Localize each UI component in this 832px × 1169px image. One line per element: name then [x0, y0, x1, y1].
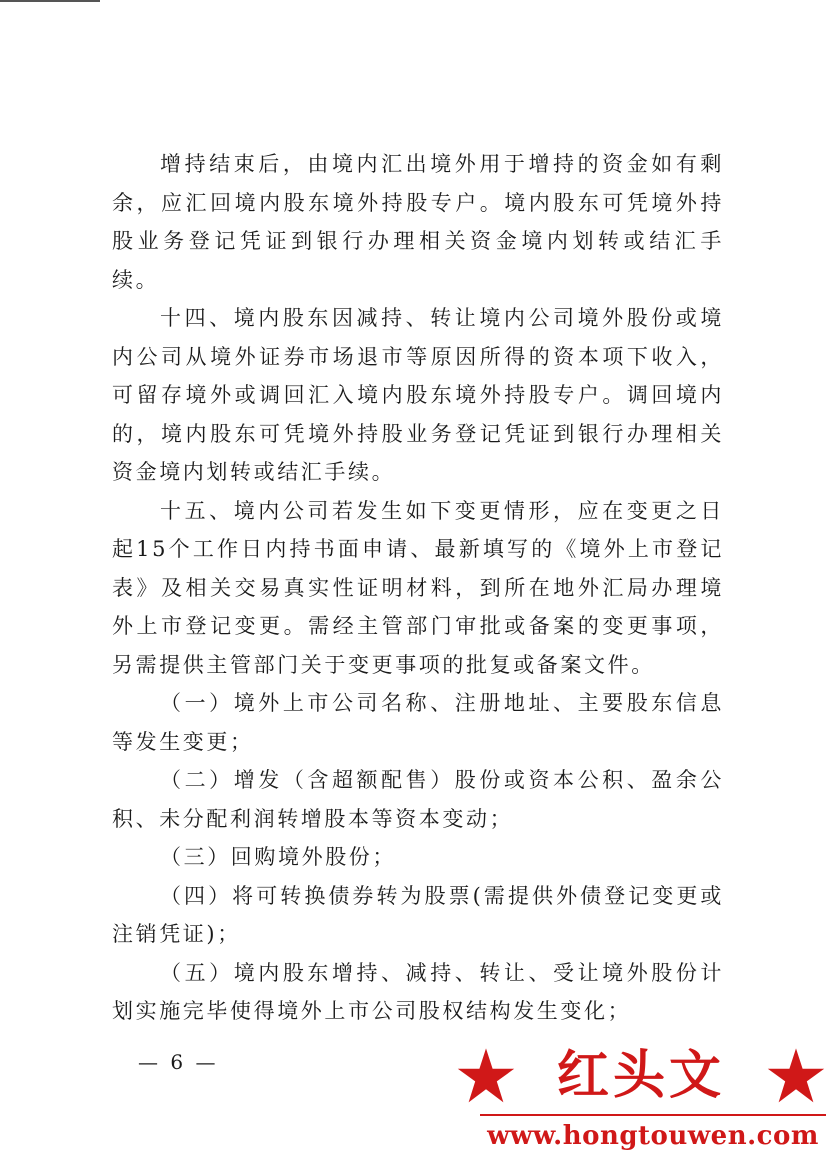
watermark-title-row	[456, 1044, 826, 1108]
paragraph-6: （三）回购境外股份；	[160, 845, 396, 869]
document-body	[112, 145, 724, 1031]
top-rule	[0, 0, 100, 2]
paragraph-4: （一）境外上市公司名称、注册地址、主要股东信息等发生变更；	[112, 691, 724, 754]
star-icon	[766, 1046, 826, 1106]
watermark	[456, 1044, 826, 1162]
paragraph-7: （四）将可转换债券转为股票(需提供外债登记变更或注销凭证)；	[112, 883, 724, 946]
star-icon	[456, 1046, 516, 1106]
page-number: — 6 —	[138, 1050, 219, 1074]
paragraph-5: （二）增发（含超额配售）股份或资本公积、盈余公积、未分配利润转增股本等资本变动；	[112, 768, 724, 831]
watermark-url: www.hongtouwen.com	[487, 1121, 819, 1151]
paragraph-8: （五）境内股东增持、减持、转让、受让境外股份计划实施完毕使得境外上市公司股权结构发生变化；	[112, 960, 724, 1023]
paragraph-3: 十五、境内公司若发生如下变更情形，应在变更之日起15个工作日内持书面申请、最新填写的《境外上市登记表》及相关交易真实性证明材料，到所在地外汇局办理境外上市登记变更。需经主管部门审批或备案的变更事项，另需提供主管部门关于变更事项的批复或备案文件。	[112, 498, 724, 677]
paragraph-1: 增持结束后，由境内汇出境外用于增持的资金如有剩余，应汇回境内股东境外持股专户。境内股东可凭境外持股业务登记凭证到银行办理相关资金境内划转或结汇手续。	[112, 152, 724, 292]
paragraph-2: 十四、境内股东因减持、转让境内公司境外股份或境内公司从境外证券市场退市等原因所得的资本项下收入，可留存境外或调回汇入境内股东境外持股专户。调回境内的，境内股东可凭境外持股业务登记凭证到银行办理相关资金境内划转或结汇手续。	[112, 306, 724, 484]
watermark-title: 红头文	[556, 1046, 725, 1106]
watermark-divider	[480, 1114, 826, 1116]
